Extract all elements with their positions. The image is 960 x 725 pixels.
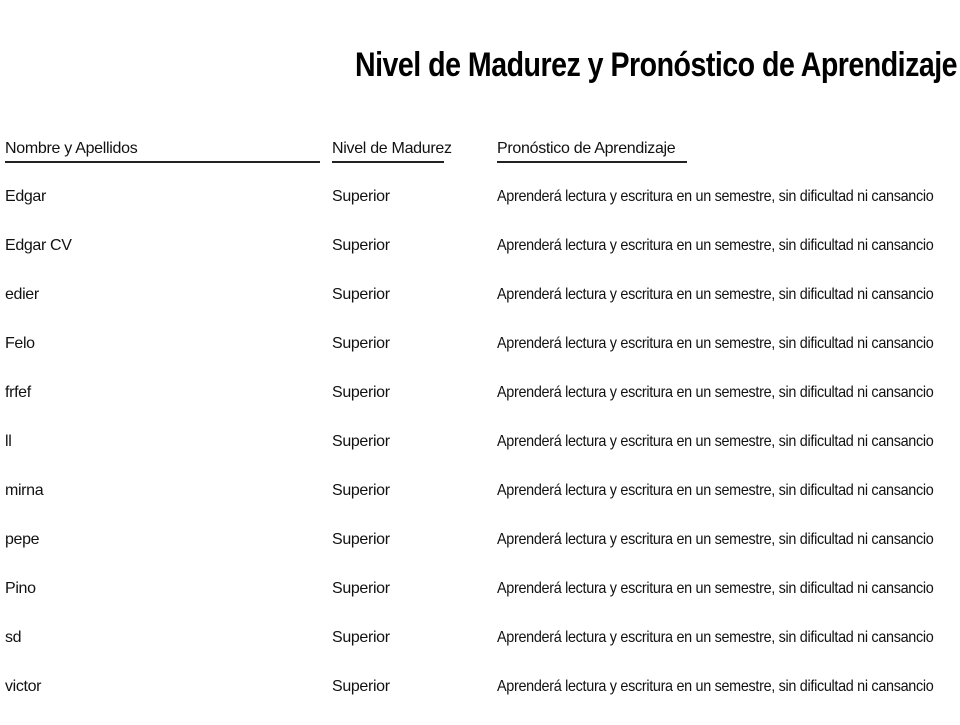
- maturity-level-cell: Superior: [332, 678, 390, 695]
- page-title: Nivel de Madurez y Pronóstico de Aprendizaje: [355, 46, 958, 84]
- maturity-level-cell: Superior: [332, 433, 390, 450]
- student-name-cell: Felo: [5, 335, 35, 352]
- results-table-body: [0, 186, 960, 725]
- maturity-level-cell: Superior: [332, 629, 390, 646]
- maturity-level-cell: Superior: [332, 237, 390, 254]
- student-name-cell: edier: [5, 286, 39, 303]
- column-header-prognosis: Pronóstico de Aprendizaje: [497, 140, 676, 157]
- student-name-cell: Edgar: [5, 188, 46, 205]
- student-name-cell: frfef: [5, 384, 31, 401]
- table-row: [0, 284, 960, 333]
- learning-prognosis-cell: Aprenderá lectura y escritura en un semestre, sin dificultad ni cansancio: [497, 629, 934, 646]
- column-header-prognosis-rule: [497, 161, 687, 163]
- learning-prognosis-cell: Aprenderá lectura y escritura en un semestre, sin dificultad ni cansancio: [497, 433, 934, 450]
- learning-prognosis-cell: Aprenderá lectura y escritura en un semestre, sin dificultad ni cansancio: [497, 188, 934, 205]
- learning-prognosis-cell: Aprenderá lectura y escritura en un semestre, sin dificultad ni cansancio: [497, 531, 934, 548]
- table-row: [0, 627, 960, 676]
- table-row: [0, 480, 960, 529]
- student-name-cell: mirna: [5, 482, 44, 499]
- column-header-level: Nivel de Madurez: [332, 140, 452, 157]
- table-row: [0, 578, 960, 627]
- column-header-name: Nombre y Apellidos: [5, 140, 138, 157]
- learning-prognosis-cell: Aprenderá lectura y escritura en un semestre, sin dificultad ni cansancio: [497, 482, 934, 499]
- learning-prognosis-cell: Aprenderá lectura y escritura en un semestre, sin dificultad ni cansancio: [497, 580, 934, 597]
- student-name-cell: Pino: [5, 580, 36, 597]
- table-row: [0, 431, 960, 480]
- table-row: [0, 676, 960, 725]
- column-header-level-rule: [332, 161, 444, 163]
- student-name-cell: Edgar CV: [5, 237, 72, 254]
- learning-prognosis-cell: Aprenderá lectura y escritura en un semestre, sin dificultad ni cansancio: [497, 678, 934, 695]
- table-row: [0, 333, 960, 382]
- maturity-level-cell: Superior: [332, 580, 390, 597]
- maturity-level-cell: Superior: [332, 335, 390, 352]
- maturity-level-cell: Superior: [332, 188, 390, 205]
- maturity-level-cell: Superior: [332, 286, 390, 303]
- maturity-level-cell: Superior: [332, 482, 390, 499]
- learning-prognosis-cell: Aprenderá lectura y escritura en un semestre, sin dificultad ni cansancio: [497, 335, 934, 352]
- learning-prognosis-cell: Aprenderá lectura y escritura en un semestre, sin dificultad ni cansancio: [497, 384, 934, 401]
- table-row: [0, 529, 960, 578]
- student-name-cell: victor: [5, 678, 42, 695]
- learning-prognosis-cell: Aprenderá lectura y escritura en un semestre, sin dificultad ni cansancio: [497, 237, 934, 254]
- table-row: [0, 382, 960, 431]
- maturity-level-cell: Superior: [332, 384, 390, 401]
- student-name-cell: sd: [5, 629, 22, 646]
- table-row: [0, 235, 960, 284]
- student-name-cell: ll: [5, 433, 12, 450]
- table-row: [0, 186, 960, 235]
- learning-prognosis-cell: Aprenderá lectura y escritura en un semestre, sin dificultad ni cansancio: [497, 286, 934, 303]
- student-name-cell: pepe: [5, 531, 40, 548]
- column-header-name-rule: [5, 161, 320, 163]
- maturity-level-cell: Superior: [332, 531, 390, 548]
